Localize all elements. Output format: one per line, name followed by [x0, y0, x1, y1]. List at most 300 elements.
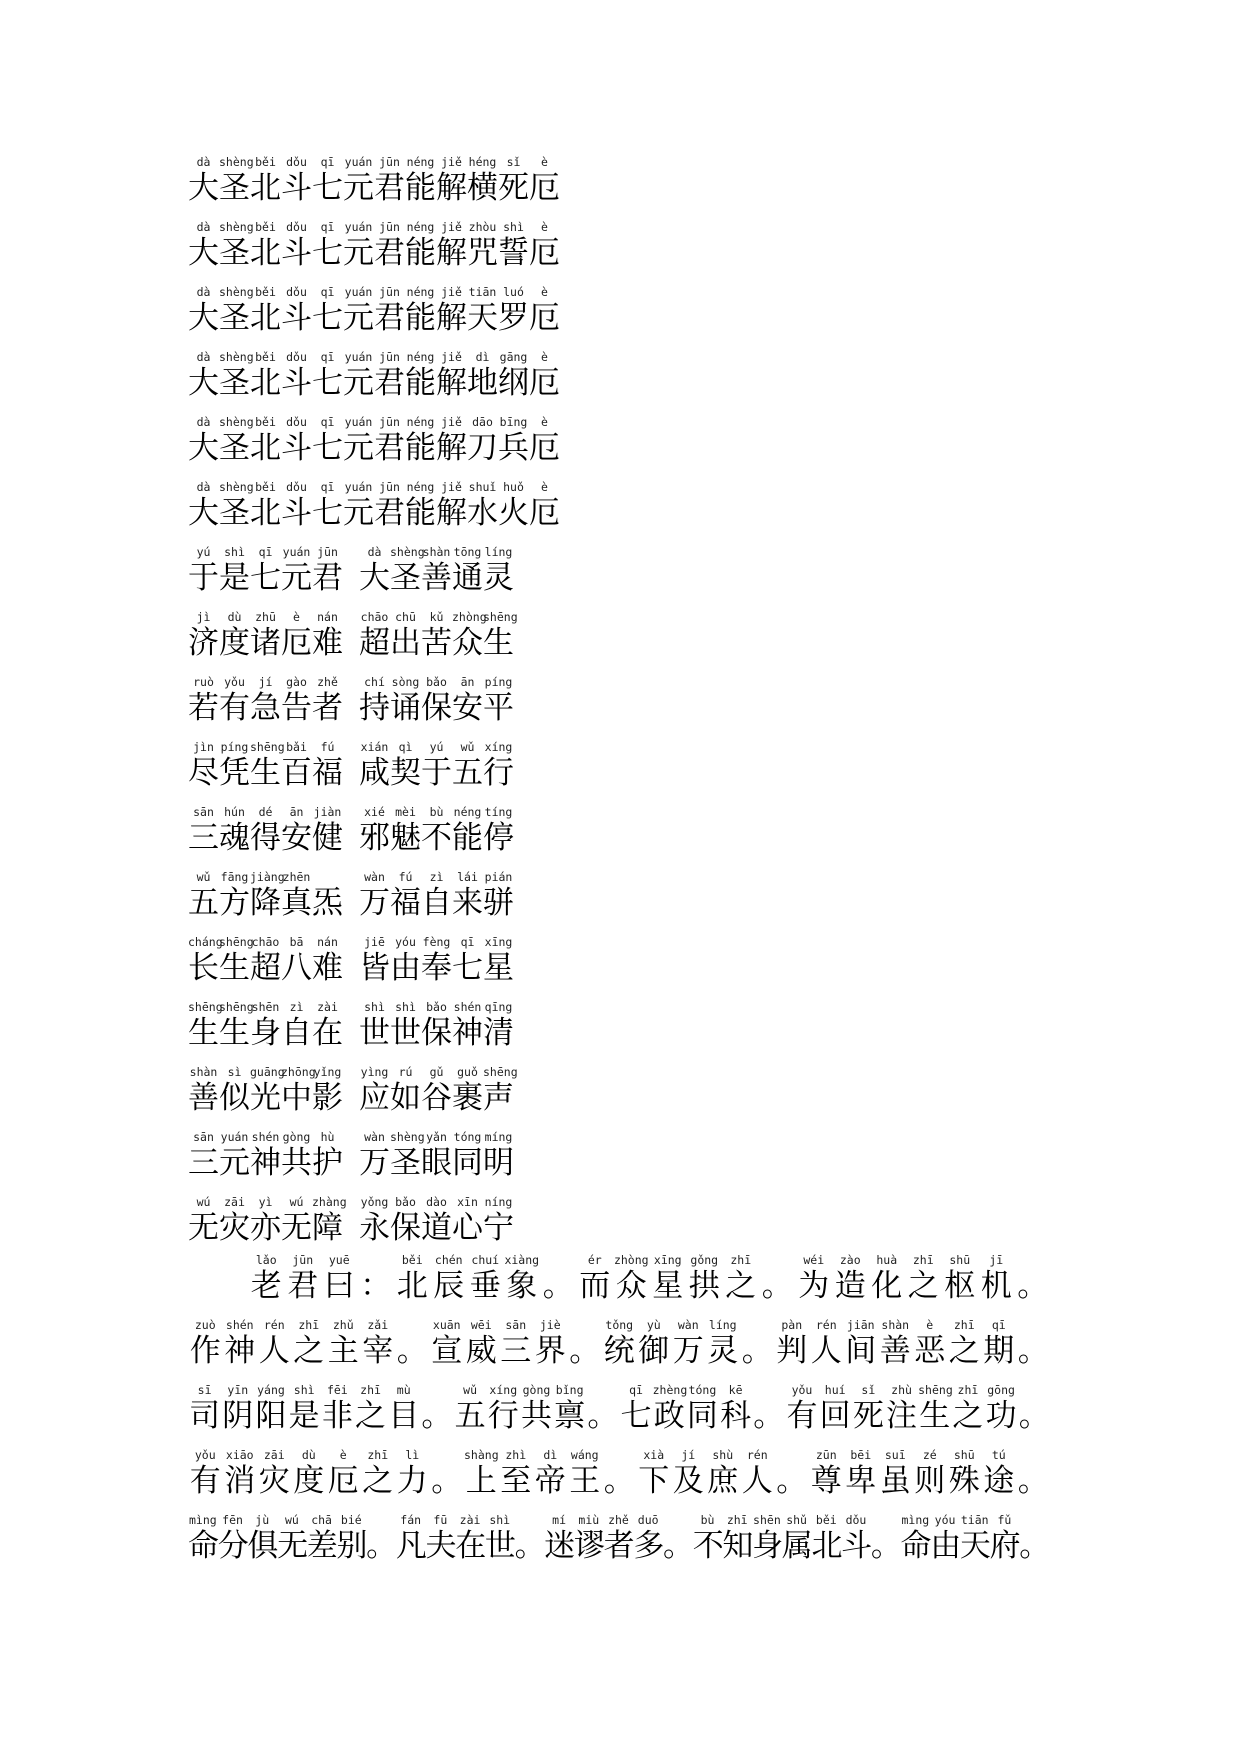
ruby-unit [498, 285, 529, 337]
ruby-unit [219, 545, 250, 597]
hanzi: 之 [725, 1268, 757, 1304]
ruby-unit [254, 1383, 287, 1435]
pinyin: zhēn [282, 870, 311, 884]
hanzi: 持 [359, 690, 390, 726]
pinyin: tōng [453, 545, 482, 559]
verse-line [188, 1000, 514, 1052]
pinyin: xián [360, 740, 389, 754]
hanzi: 超 [359, 625, 390, 661]
ruby-unit [281, 1000, 312, 1052]
hanzi: 安 [452, 690, 483, 726]
ruby-unit [281, 285, 312, 337]
pinyin: zhòng [452, 610, 487, 624]
hanzi: 夫 [425, 1528, 457, 1564]
ruby-unit [281, 805, 312, 857]
hanzi: 。 [514, 1528, 546, 1564]
pinyin: zhù [891, 1383, 912, 1397]
pinyin: píng [484, 675, 513, 689]
hanzi: 圣 [219, 235, 250, 271]
verse-line [188, 1195, 514, 1247]
ruby-unit [420, 1383, 453, 1435]
verse-line [188, 350, 560, 402]
pinyin: běi [255, 415, 276, 429]
ruby-unit [467, 1253, 504, 1305]
ruby-unit [1015, 1253, 1052, 1305]
pinyin [663, 1513, 693, 1527]
hanzi: 身 [752, 1528, 784, 1564]
pinyin: chí [364, 675, 385, 689]
hanzi: 大 [188, 235, 219, 271]
hanzi: 众 [615, 1268, 647, 1304]
hanzi: 多 [633, 1528, 665, 1564]
pinyin: sī [197, 1383, 212, 1397]
hanzi: 辰 [433, 1268, 465, 1304]
pinyin: wàn [677, 1318, 699, 1332]
pinyin: yú [429, 740, 444, 754]
hanzi: 五 [188, 885, 219, 921]
ruby-unit [452, 805, 483, 857]
pinyin: sān [505, 1318, 527, 1332]
ruby-unit [483, 545, 514, 597]
ruby-unit [343, 155, 374, 207]
hanzi: 福 [390, 885, 421, 921]
pinyin: bǎo [426, 1000, 447, 1014]
verse-line [188, 415, 560, 467]
pinyin: zào [839, 1253, 861, 1267]
hanzi: 圣 [219, 365, 250, 401]
hanzi: 是 [288, 1398, 320, 1434]
hanzi: 作 [189, 1333, 221, 1369]
verse-line [188, 935, 514, 987]
pinyin: jī [989, 1253, 1004, 1267]
ruby-unit [281, 220, 312, 272]
pinyin: běi [815, 1513, 837, 1527]
pinyin: qī [320, 285, 335, 299]
pinyin: bù [429, 805, 444, 819]
hanzi: 北 [250, 170, 281, 206]
hanzi: 判 [776, 1333, 808, 1369]
ruby-unit [218, 1513, 248, 1565]
pinyin: qī [629, 1383, 643, 1397]
ruby-unit [250, 155, 281, 207]
hanzi: 圣 [219, 430, 250, 466]
pinyin: běi [401, 1253, 423, 1267]
ruby-unit [498, 220, 529, 272]
pinyin: gǒng [690, 1253, 719, 1267]
pinyin: bǎo [395, 1195, 416, 1209]
pinyin: dǒu [845, 1513, 867, 1527]
hanzi: 之 [362, 1463, 394, 1499]
ruby-unit [905, 1253, 942, 1305]
pinyin [752, 1383, 785, 1397]
ruby-unit [326, 1318, 361, 1370]
ruby-unit [832, 1253, 869, 1305]
hanzi: 。 [431, 1463, 463, 1499]
ruby-unit [307, 1513, 337, 1565]
pinyin: shēng [219, 1000, 254, 1014]
hanzi: 帝 [534, 1463, 566, 1499]
pinyin: gòng [282, 1130, 311, 1144]
pinyin: bǎi [286, 740, 307, 754]
pinyin: ruò [193, 675, 214, 689]
pinyin: běi [255, 220, 276, 234]
pinyin: zhī [730, 1253, 752, 1267]
hanzi: 中 [281, 1080, 312, 1116]
ruby-unit [436, 480, 467, 532]
ruby-unit [483, 1065, 518, 1117]
ruby-unit [188, 480, 219, 532]
ruby-unit [913, 1448, 948, 1500]
hanzi: 咒 [467, 235, 498, 271]
hanzi: 百 [281, 755, 312, 791]
pinyin: gāng [499, 350, 528, 364]
ruby-unit [604, 1513, 634, 1565]
ruby-unit [395, 1318, 430, 1370]
hanzi: 似 [219, 1080, 250, 1116]
hanzi: 不 [421, 820, 452, 856]
hanzi: 由 [930, 1528, 962, 1564]
pinyin: nán [317, 610, 338, 624]
ruby-unit [436, 285, 467, 337]
pinyin: lǎo [255, 1253, 277, 1267]
hanzi: 长 [188, 950, 219, 986]
pinyin: qī [320, 220, 335, 234]
hanzi: 能 [405, 300, 436, 336]
pinyin: líng [484, 545, 513, 559]
hanzi: 神 [250, 1145, 281, 1181]
hanzi: 大 [188, 430, 219, 466]
ruby-unit [574, 1513, 604, 1565]
hanzi: 迷 [544, 1528, 576, 1564]
hanzi: 命 [900, 1528, 932, 1564]
hanzi: 解 [436, 430, 467, 466]
pinyin [515, 1513, 545, 1527]
hanzi: 生 [188, 1015, 219, 1051]
hanzi: 界 [534, 1333, 566, 1369]
ruby-unit [359, 610, 390, 662]
pinyin: yáng [257, 1383, 285, 1397]
hanzi: 裹 [452, 1080, 483, 1116]
pinyin: yuán [282, 545, 311, 559]
hanzi: 回 [819, 1398, 851, 1434]
pinyin: bā [289, 935, 304, 949]
pinyin [1015, 1253, 1052, 1267]
hanzi: 消 [224, 1463, 256, 1499]
ruby-unit [188, 415, 219, 467]
ruby-unit [281, 675, 312, 727]
pinyin: shì [293, 1383, 315, 1397]
pinyin: guǒ [457, 1065, 478, 1079]
hanzi: 皆 [359, 950, 390, 986]
ruby-unit [464, 1448, 499, 1500]
pinyin: píng [220, 740, 249, 754]
ruby-unit [359, 1000, 390, 1052]
pinyin: kē [728, 1383, 743, 1397]
ruby-unit [841, 1513, 871, 1565]
pinyin: luó [503, 285, 524, 299]
pinyin: shēng [188, 1000, 223, 1014]
ruby-unit [321, 1253, 358, 1305]
ruby-unit [359, 1065, 390, 1117]
ruby-unit [359, 740, 390, 792]
ruby-unit [869, 1253, 906, 1305]
ruby-unit [504, 1253, 541, 1305]
hanzi: 魂 [219, 820, 250, 856]
pinyin: shēng [219, 935, 254, 949]
hanzi: 垂 [469, 1268, 501, 1304]
hanzi: 大 [188, 170, 219, 206]
hanzi: 行 [487, 1398, 519, 1434]
hanzi: 力 [396, 1463, 428, 1499]
hanzi: 威 [465, 1333, 497, 1369]
ruby-unit [947, 1448, 982, 1500]
pinyin: néng [453, 805, 482, 819]
hanzi: 生 [219, 950, 250, 986]
pinyin: sǐ [506, 155, 521, 169]
hanzi: 北 [250, 235, 281, 271]
ruby-unit [671, 1448, 706, 1500]
hanzi: 刀 [467, 430, 498, 466]
hanzi: 苦 [421, 625, 452, 661]
pinyin: è [541, 285, 548, 299]
ruby-unit [219, 935, 254, 987]
ruby-unit [775, 1448, 810, 1500]
hanzi: 府 [989, 1528, 1021, 1564]
hanzi: 元 [343, 170, 374, 206]
hanzi: 影 [312, 1080, 343, 1116]
hanzi: 道 [421, 1210, 452, 1246]
pinyin: yuán [220, 1130, 249, 1144]
hanzi: 君 [374, 170, 405, 206]
prose-line [188, 1383, 1051, 1435]
ruby-unit [188, 1513, 218, 1565]
pinyin: dǒu [286, 480, 307, 494]
ruby-unit [529, 285, 560, 337]
hanzi: 众 [452, 625, 483, 661]
hanzi: 能 [405, 430, 436, 466]
hanzi: 七 [452, 950, 483, 986]
pinyin: néng [406, 220, 435, 234]
ruby-unit [250, 610, 281, 662]
ruby-unit [990, 1513, 1020, 1565]
hanzi: 生 [483, 625, 514, 661]
pinyin: chāo [360, 610, 389, 624]
pinyin: jiě [441, 220, 462, 234]
hanzi: 注 [886, 1398, 918, 1434]
ruby-unit [452, 870, 483, 922]
pinyin: shén [251, 1130, 280, 1144]
ruby-unit [250, 740, 285, 792]
hanzi: 北 [811, 1528, 843, 1564]
ruby-unit [394, 1253, 431, 1305]
hanzi: 咸 [359, 755, 390, 791]
ruby-unit [809, 1448, 844, 1500]
hanzi: 君 [287, 1268, 319, 1304]
pinyin: sì [227, 1065, 242, 1079]
ruby-unit [918, 1383, 951, 1435]
hanzi: 七 [312, 235, 343, 271]
hanzi: 元 [343, 365, 374, 401]
ruby-unit [633, 1513, 663, 1565]
hanzi: 五 [454, 1398, 486, 1434]
hanzi: 主 [327, 1333, 359, 1369]
ruby-unit [722, 1513, 752, 1565]
pinyin: guāng [250, 1065, 285, 1079]
ruby-unit [1016, 1318, 1051, 1370]
ruby-unit [653, 1383, 686, 1435]
ruby-unit [431, 1253, 468, 1305]
hanzi: 属 [781, 1528, 813, 1564]
ruby-unit [498, 155, 529, 207]
ruby-unit [285, 1253, 322, 1305]
hanzi: 君 [374, 300, 405, 336]
pinyin: qī [320, 480, 335, 494]
prose-line [188, 1513, 1049, 1565]
ruby-unit [390, 1065, 421, 1117]
pinyin: bù [700, 1513, 715, 1527]
ruby-unit [706, 1448, 741, 1500]
pinyin: chāo [251, 935, 280, 949]
ruby-unit [533, 1318, 568, 1370]
pinyin: dà [196, 220, 211, 234]
ruby-unit [223, 1448, 258, 1500]
hanzi: 北 [250, 495, 281, 531]
hanzi: ： [360, 1268, 392, 1304]
hanzi: 死 [852, 1398, 884, 1434]
ruby-unit [188, 870, 219, 922]
ruby-unit [452, 675, 483, 727]
pinyin: wēi [470, 1318, 492, 1332]
pinyin: shuǐ [468, 480, 497, 494]
pinyin: dǒu [286, 285, 307, 299]
ruby-unit [250, 870, 285, 922]
ruby-unit [759, 1253, 796, 1305]
hanzi: 七 [312, 365, 343, 401]
hanzi: 元 [343, 235, 374, 271]
pinyin: zhī [360, 1383, 381, 1397]
pinyin [312, 870, 343, 884]
hanzi: 分 [217, 1528, 249, 1564]
ruby-unit [405, 415, 436, 467]
pinyin: néng [406, 285, 435, 299]
hanzi: 保 [421, 690, 452, 726]
pinyin: shū [949, 1253, 971, 1267]
hanzi: 障 [312, 1210, 343, 1246]
hanzi: 能 [405, 170, 436, 206]
pinyin: jìn [193, 740, 214, 754]
pinyin: jiě [441, 480, 462, 494]
ruby-unit [436, 220, 467, 272]
pinyin: shì [224, 545, 245, 559]
ruby-unit [637, 1318, 672, 1370]
pinyin: dà [196, 285, 211, 299]
ruby-unit [452, 1000, 483, 1052]
hanzi: 七 [312, 495, 343, 531]
pinyin: gǔ [429, 1065, 444, 1079]
ruby-unit [421, 610, 452, 662]
hanzi: 斗 [281, 235, 312, 271]
hanzi: 。 [776, 1463, 808, 1499]
pinyin: è [926, 1318, 934, 1332]
ruby-unit [529, 415, 560, 467]
hanzi: 厄 [529, 365, 560, 401]
ruby-unit [752, 1513, 782, 1565]
pinyin: zài [459, 1513, 481, 1527]
verse-line [188, 545, 514, 597]
pinyin: xīng [653, 1253, 682, 1267]
hanzi: 阳 [255, 1398, 287, 1434]
pinyin: jiě [441, 350, 462, 364]
pinyin: jiē [364, 935, 385, 949]
pinyin: zhī [912, 1253, 934, 1267]
ruby-unit [396, 1513, 426, 1565]
pinyin: zài [317, 1000, 338, 1014]
hanzi: 行 [483, 755, 514, 791]
ruby-unit [568, 1318, 603, 1370]
hanzi: 元 [343, 300, 374, 336]
pinyin: chuí [471, 1253, 500, 1267]
hanzi: 圣 [219, 495, 250, 531]
hanzi: 三 [188, 1145, 219, 1181]
ruby-unit [250, 480, 281, 532]
hanzi: 至 [500, 1463, 532, 1499]
pinyin: shēng [918, 1383, 953, 1397]
hanzi: 誓 [498, 235, 529, 271]
ruby-unit [390, 740, 421, 792]
hanzi: 宣 [431, 1333, 463, 1369]
pinyin: dì [543, 1448, 558, 1462]
hanzi: 世 [359, 1015, 390, 1051]
ruby-unit [326, 1448, 361, 1500]
ruby-unit [219, 870, 250, 922]
ruby-unit [250, 675, 281, 727]
ruby-unit [312, 480, 343, 532]
hanzi: 目 [388, 1398, 420, 1434]
pinyin [358, 1253, 395, 1267]
pinyin: wǔ [196, 870, 211, 884]
hanzi: 水 [467, 495, 498, 531]
hanzi: 健 [312, 820, 343, 856]
ruby-unit [312, 1000, 343, 1052]
pinyin: shèng [219, 350, 254, 364]
ruby-unit [740, 1318, 775, 1370]
hanzi: 宁 [483, 1210, 514, 1246]
hanzi: 炁 [312, 885, 343, 921]
ruby-unit [188, 1065, 219, 1117]
hanzi: 世 [390, 1015, 421, 1051]
hanzi: 元 [343, 430, 374, 466]
ruby-unit [277, 1513, 307, 1565]
pinyin: yìng [360, 1065, 389, 1079]
ruby-unit [452, 740, 483, 792]
pinyin [740, 1318, 775, 1332]
ruby-unit [312, 610, 343, 662]
pinyin: mèi [395, 805, 416, 819]
hanzi: 魅 [390, 820, 421, 856]
ruby-unit [901, 1513, 931, 1565]
hanzi: 邪 [359, 820, 390, 856]
ruby-unit [359, 545, 390, 597]
pinyin: rén [746, 1448, 768, 1462]
pinyin: jiān [846, 1318, 875, 1332]
pinyin: shén [225, 1318, 254, 1332]
hanzi: 共 [520, 1398, 552, 1434]
pinyin: jiàng [250, 870, 285, 884]
hanzi: 同 [452, 1145, 483, 1181]
ruby-unit [221, 1383, 254, 1435]
ruby-unit [452, 1195, 483, 1247]
hanzi: 七 [250, 560, 281, 596]
